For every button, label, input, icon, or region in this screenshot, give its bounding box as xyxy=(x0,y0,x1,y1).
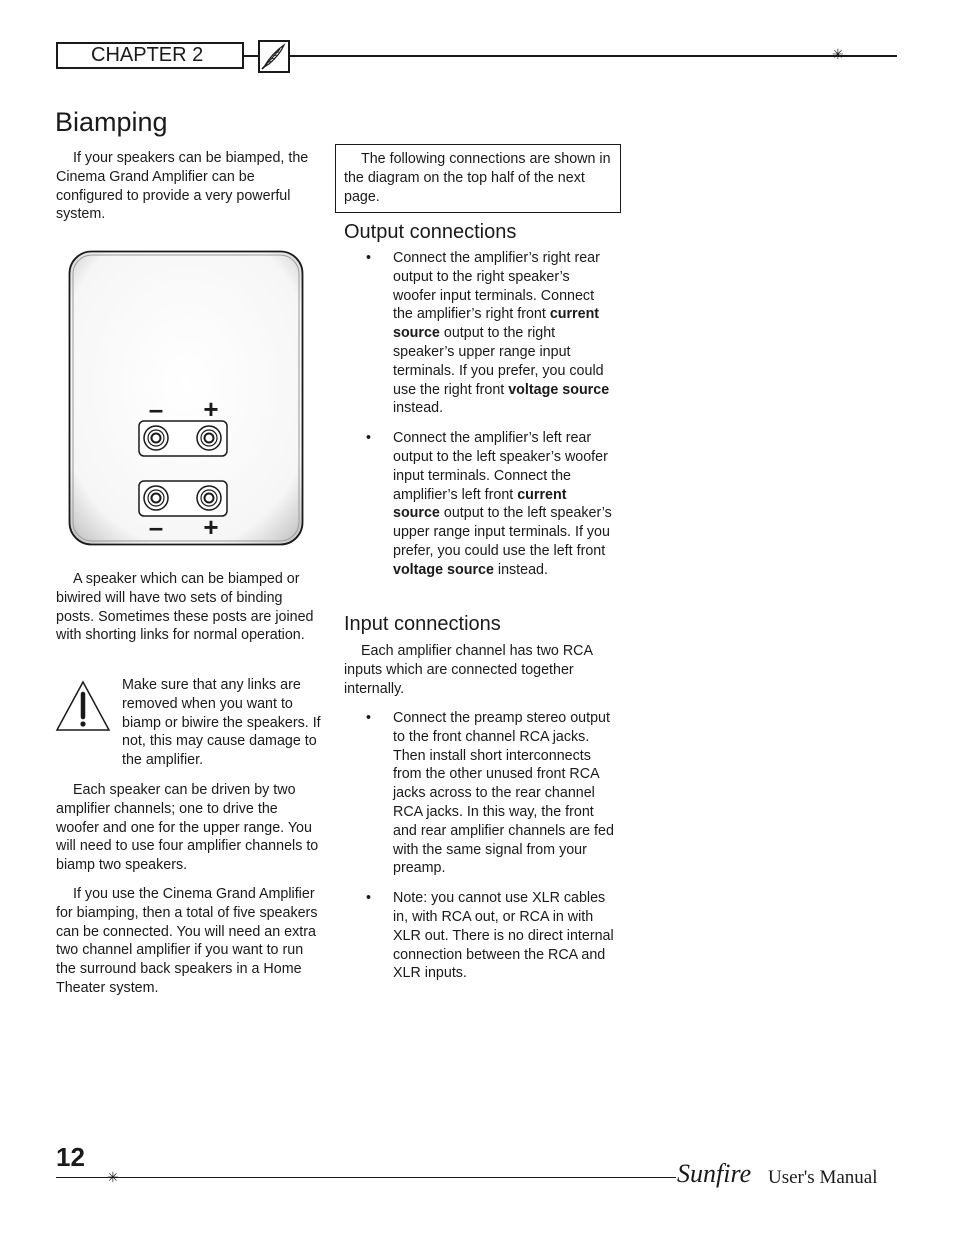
input-connections-heading: Input connections xyxy=(344,613,501,635)
bullet-bold-text: current source xyxy=(393,306,600,342)
bullet-text: Connect the preamp stereo output to the front channel RCA jacks. Then install short interconnects from the other unused front RCA jacks across to the rear channel RCA jacks. In this way, the front and rear amplifier channels are fed with the same signal from your preamp. xyxy=(393,710,614,877)
bullet-text: Connect the amplifier’s right rear output to the right speaker’s woofer input terminals. Connect the amplifier’s right front xyxy=(393,250,600,323)
bullet-bold-text: voltage source xyxy=(508,381,610,398)
bullet-text: instead. xyxy=(393,400,444,417)
list-item xyxy=(344,249,616,418)
bullet-dot: • xyxy=(366,430,372,447)
five-speakers-paragraph: If you use the Cinema Grand Amplifier for biamping, then a total of five speakers can be connected. You will need an extra two channel amplifier if you want to run the surround back speakers in a Home Theater system. xyxy=(56,886,318,996)
header-connector-line xyxy=(244,55,258,57)
footer-rule xyxy=(56,1177,676,1178)
output-bullet-list xyxy=(344,249,616,591)
star-ornament-icon: ✳ xyxy=(107,1170,119,1186)
page-number: 12 xyxy=(56,1142,85,1172)
list-item xyxy=(344,889,616,983)
feather-pen-icon xyxy=(258,40,290,73)
bullet-text: Note: you cannot use XLR cables in, with RCA out, or RCA in with XLR out. There is no direct internal connection between the RCA and XLR inputs. xyxy=(393,890,614,982)
bullet-dot: • xyxy=(366,710,372,726)
bottom-plus-label: + xyxy=(203,512,219,542)
bullet-dot: • xyxy=(366,250,372,266)
input-intro-paragraph: Each amplifier channel has two RCA inputs which are connected together internally. xyxy=(344,643,593,697)
bullet-text: output to the left speaker’s upper range input terminals. If you prefer, you could use the left front xyxy=(393,505,612,559)
list-item xyxy=(344,709,616,878)
bottom-minus-label: – xyxy=(148,512,164,542)
chapter-label: CHAPTER 2 xyxy=(56,42,244,69)
bullet-bold-text: current source xyxy=(393,486,567,522)
manual-label: User's Manual xyxy=(768,1167,878,1188)
note-box-text: The following connections are shown in the diagram on the top half of the next page. xyxy=(344,151,611,205)
binding-posts-paragraph: A speaker which can be biamped or biwired will have two sets of binding posts. Sometimes these posts are joined with shorting links for normal operation. xyxy=(56,571,314,644)
note-box xyxy=(335,144,621,213)
list-item xyxy=(344,429,616,579)
intro-paragraph: If your speakers can be biamped, the Cinema Grand Amplifier can be configured to provide a very powerful system. xyxy=(56,150,309,223)
top-minus-label: – xyxy=(148,394,164,424)
bullet-text: Connect the amplifier’s left rear output to the left speaker’s woofer input terminals. Connect the amplifier’s left front xyxy=(393,430,608,503)
output-connections-heading: Output connections xyxy=(344,221,517,243)
bullet-text: output to the right speaker’s upper range input terminals. If you prefer, you could use the right front xyxy=(393,325,604,398)
header-rule xyxy=(290,55,897,57)
warning-text: Make sure that any links are removed when you want to biamp or biwire the speakers. If not, this may cause damage to the amplifier. xyxy=(122,677,321,769)
page-title: Biamping xyxy=(55,107,168,137)
brand-logo: Sunfire xyxy=(677,1159,752,1188)
bullet-dot: • xyxy=(366,890,372,907)
star-ornament-icon: ✳ xyxy=(832,47,844,63)
bullet-bold-text: voltage source xyxy=(393,561,494,578)
bullet-text: instead. xyxy=(493,561,548,578)
speaker-binding-posts-diagram xyxy=(68,250,304,546)
input-bullet-list xyxy=(344,709,616,994)
top-plus-label: + xyxy=(203,394,219,424)
channels-paragraph: Each speaker can be driven by two amplifier channels; one to drive the woofer and one for the upper range. You will need to use four amplifier channels to biamp two speakers. xyxy=(56,782,319,874)
warning-triangle-icon xyxy=(55,680,111,732)
